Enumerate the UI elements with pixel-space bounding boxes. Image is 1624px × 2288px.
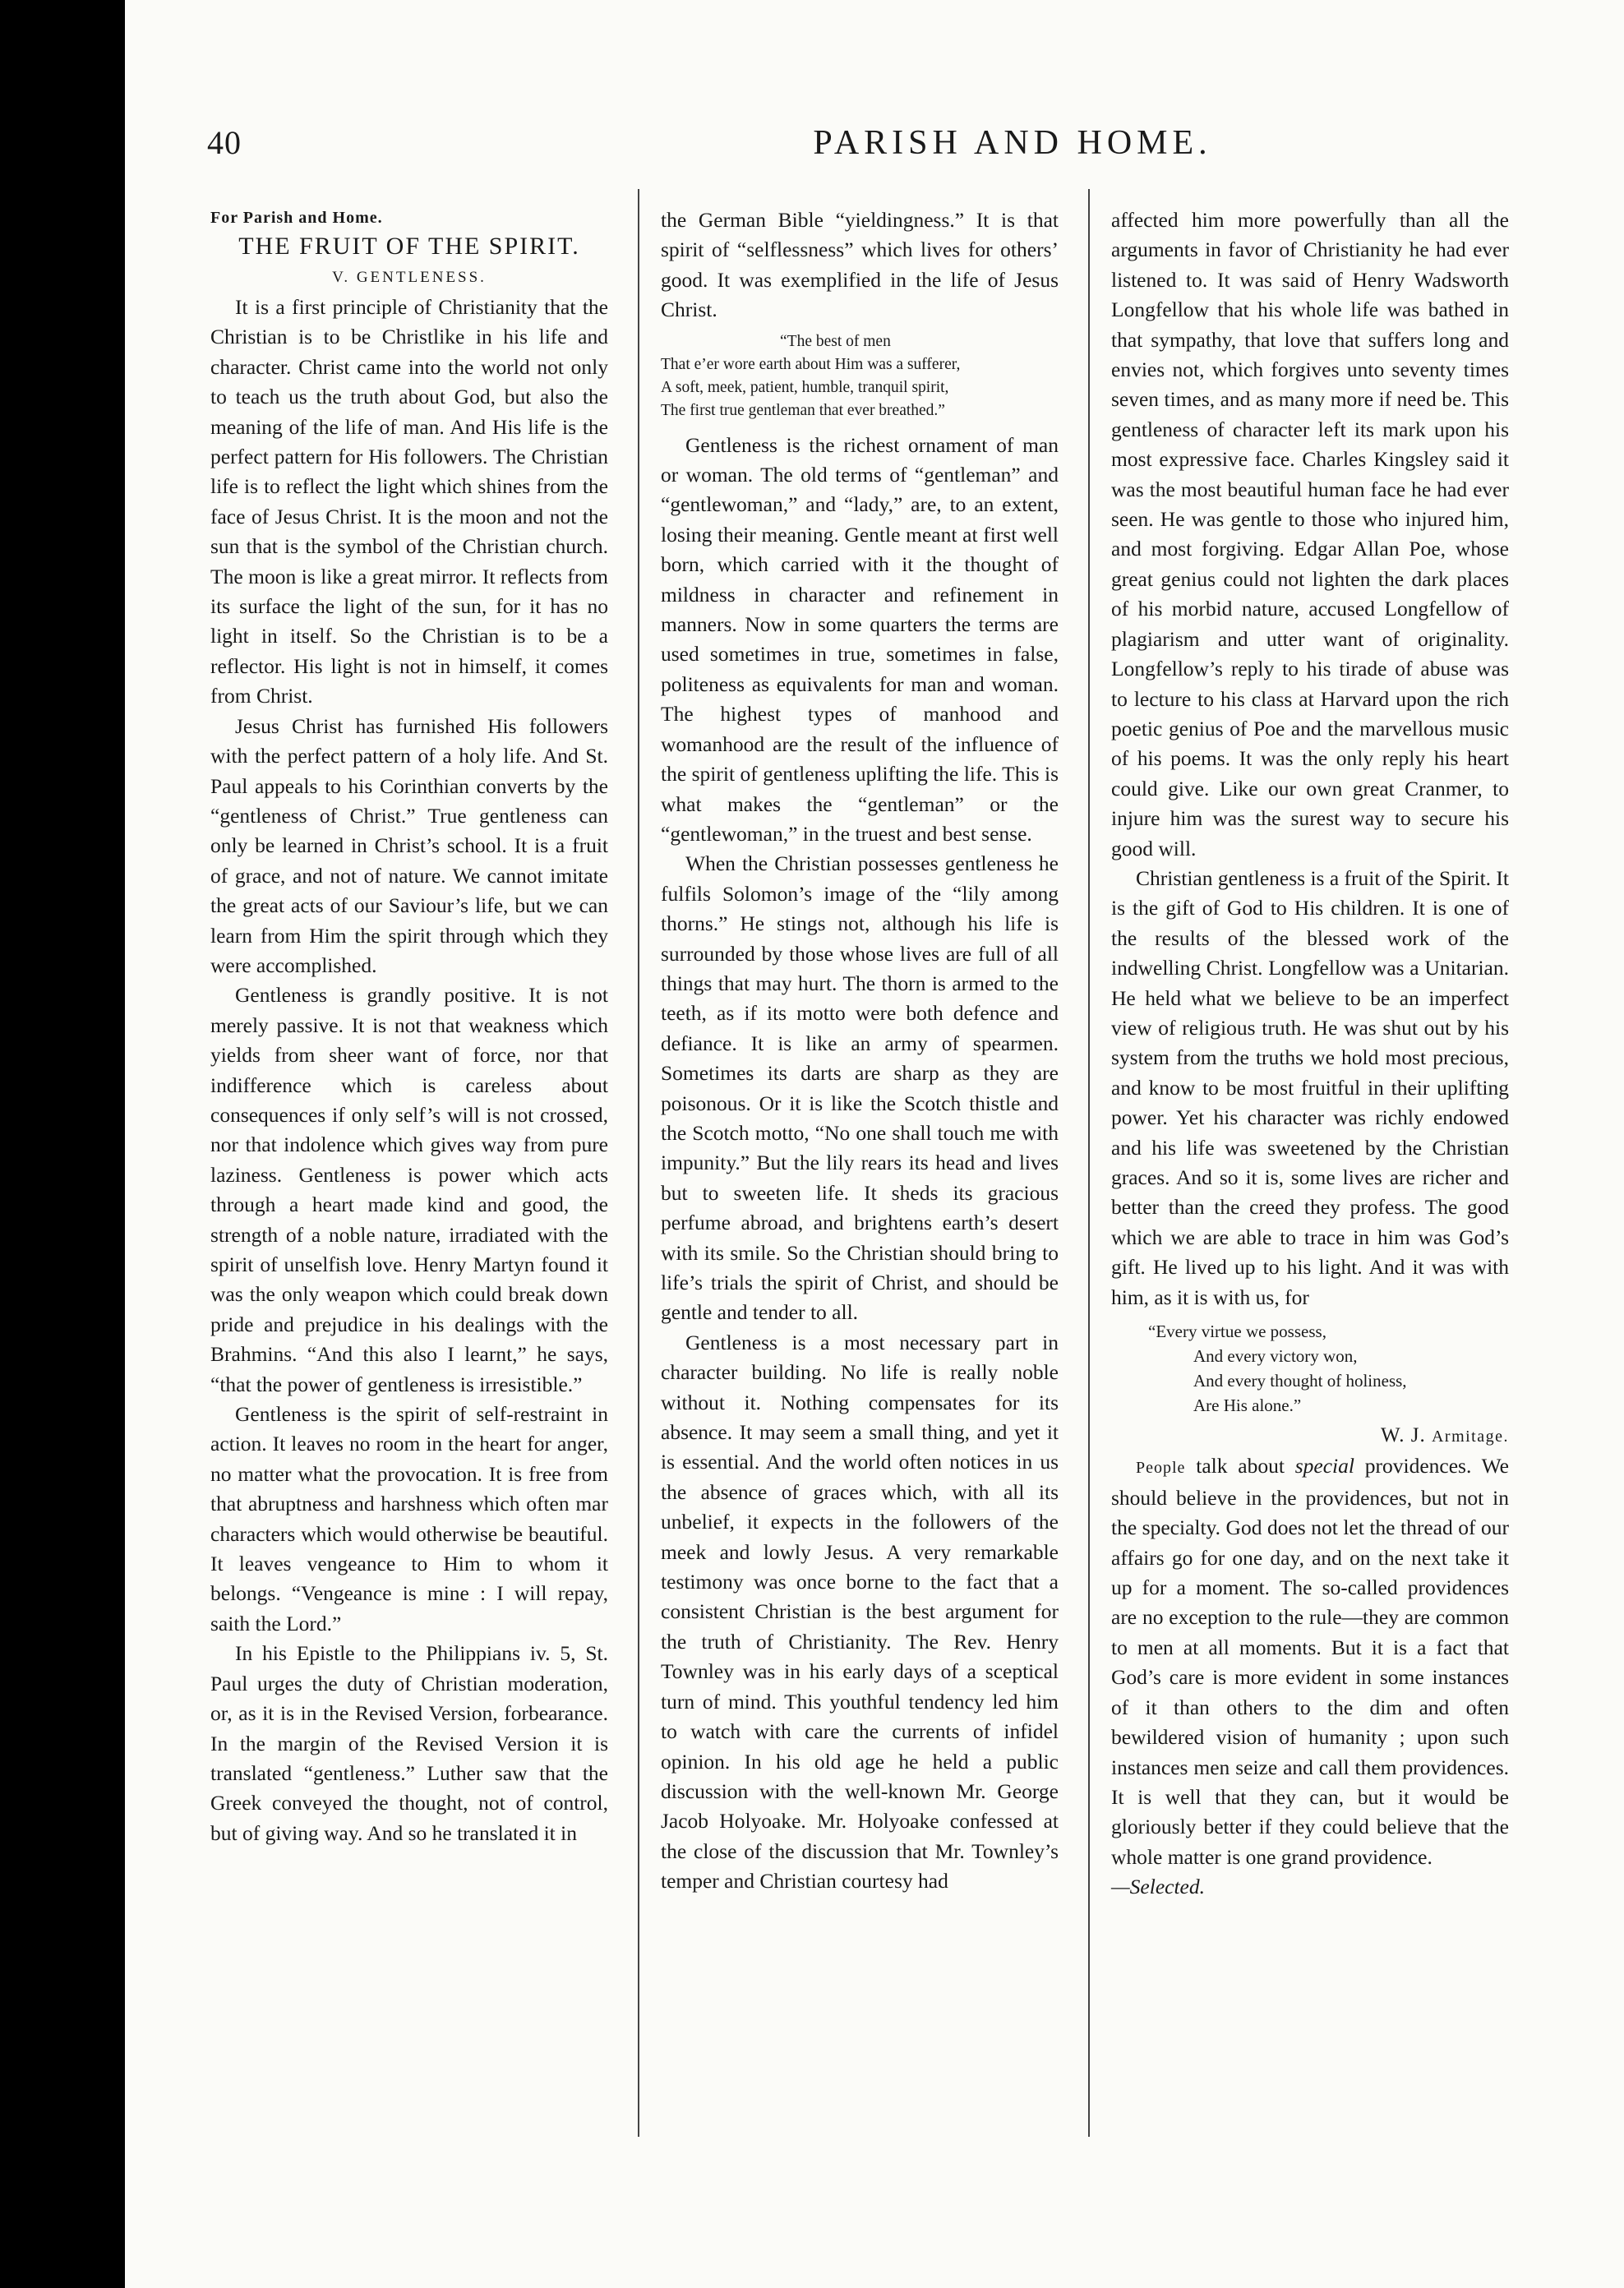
article-paragraph: It is a first principle of Christianity that the Christian is to be Christlike in his life and character. Christ came into the world not only to teach us the truth about God, but also the meaning of the life of man. And His life is the perfect pattern for His followers. The Christian life is to reflect the light which shines from the face of Jesus Christ. It is the moon and not the sun that is the symbol of the Christian church. The moon is like a great mirror. It reflects from its surface the light of the sun, for it has no light in itself. So the Christian is to be a reflector. His light is not in himself, it comes from Christ. — [210, 295, 608, 708]
article-paragraph: Gentleness is the spirit of self-restraint in action. It leaves no room in the heart for anger, no matter what the provocation. It is free from that abruptness and harshness which often mar characters which would otherwise be beautiful. It leaves vengeance to Him to whom it belongs. “Vengeance is mine : I will repay, saith the Lord.” — [210, 1402, 608, 1635]
article-paragraph: Christian gentleness is a fruit of the Spirit. It is the gift of God to His children. It is one of the results of the blessed work of the indwelling Christ. Longfellow was a Unitarian. He held what we believe to be an imperfect view of religious truth. He was shut out by his system from the truths we hold most precious, and know to be most fruitful in their uplifting power. Yet his character was richly endowed and his life was sweetened by the Christian graces. And so it is, some lives are richer and better than the creed they profess. The good which we are able to trace in him was God’s gift. He lived up to his light. And it was with him, as it is with us, for — [1111, 865, 1509, 1309]
note-attribution: —Selected. — [1111, 1875, 1205, 1899]
article-paragraph-continued: affected him more powerfully than all the arguments in favor of Christianity he had ever listened to. It was said of Henry Wadsworth Longfellow that his whole life was bathed in that sympathy, that love that suffers long and envies not, which forgives unto seventy times seven times, and as many more if need be. This gentleness of character left its mark upon his most expressive face. Charles Kingsley said it was the most beautiful human face he had ever seen. He was gentle to those who injured him, and most forgiving. Edgar Allan Poe, whose great genius could not lighten the dark places of his morbid nature, accused Longfellow of plagiarism and utter want of originality. Longfellow’s reply to his tirade of abuse was to lecture to his class at Harvard upon the rich poetic genius of Poe and the marvellous music of his poems. It was the only reply his heart could give. Like our own great Cranmer, to injure him was the surest way to secure his good will. — [1111, 208, 1509, 860]
note-emphasis: special — [1294, 1454, 1354, 1478]
running-head: PARISH AND HOME. — [813, 124, 1212, 162]
note-text: providences. We should believe in the providences, but not in the specialty. God does not let the thread of our affairs go for one day, and on the next take it up for a moment. The so-called providences are no exception to the rule—they are common to men at all moments. But it is a fact that God’s care is more evident in some instances of it than others to the dim and often bewildered vision of humanity ; upon such instances men seize and call them providences. It is well that they can, but it would be gloriously better if they could believe that the whole matter is one grand providence. — [1111, 1454, 1510, 1869]
article-paragraph-continued: the German Bible “yieldingness.” It is that spirit of “selflessness” which lives for others’ good. It was exemplified in the life of Jesus Christ. — [661, 208, 1059, 322]
newspaper-page — [125, 0, 1624, 2288]
note-text: talk about — [1185, 1454, 1295, 1478]
column-rule — [1088, 189, 1090, 2137]
article-paragraph: Gentleness is the richest ornament of man or woman. The old terms of “gentleman” and “gentlewoman,” and “lady,” are, to an extent, losing their meaning. Gentle meant at first well born, which carried with it the thought of mildness in character and refinement in manners. Now in some quarters the terms are used sometimes in true, sometimes in false, politeness as equivalents for man and woman. The highest types of manhood and womanhood are the result of the influence of the spirit of gentleness uplifting the life. This is what makes the “gentleman” or the “gentlewoman,” in the truest and best sense. — [661, 432, 1059, 846]
verse-line: The first true gentleman that ever breathed.” — [661, 401, 945, 419]
verse-line: And every victory won, — [1193, 1346, 1358, 1367]
column-1 — [210, 205, 608, 1848]
column-3 — [1111, 205, 1509, 1903]
closing-verse — [1111, 1319, 1509, 1418]
article-title: THE FRUIT OF THE SPIRIT. — [238, 233, 580, 260]
verse-line: “The best of men — [780, 332, 891, 350]
author-initials: W. J. — [1380, 1424, 1426, 1447]
verse-line: That e’er wore earth about Him was a sufferer, — [661, 355, 961, 373]
article-paragraph: Gentleness is a most necessary part in character building. No life is really noble without it. Nothing compensates for its absence. It may seem a small thing, and yet it is essential. And the world often notices in us the absence of graces which, with all its unbelief, it expects in the followers of the meek and lowly Jesus. A very remarkable testimony was once borne to the fact that a consistent Christian is the best argument for the truth of Christianity. The Rev. Henry Townley was in his early days of a sceptical turn of mind. This youthful tendency led him to watch with care the currents of infidel opinion. In his old age he held a public discussion with the well-known Mr. George Jacob Holyoake. Mr. Holyoake confessed at the close of the discussion that Mr. Townley’s temper and Christian courtesy had — [661, 1330, 1059, 1894]
verse-line: And every thought of holiness, — [1193, 1371, 1407, 1391]
page-number: 40 — [207, 124, 242, 161]
author-surname: Armitage. — [1431, 1428, 1509, 1446]
article-paragraph: Gentleness is grandly positive. It is not merely passive. It is not that weakness which yields from sheer want of force, nor that indifference which is careless about consequences if only self’s will is not crossed, nor that indolence which gives way from pure laziness. Gentleness is power which acts through a heart made kind and good, the strength of a noble nature, irradiated with the spirit of unselfish love. Henry Martyn found it was the only weapon which could break down pride and prejudice in his dealings with the Brahmins. “And this also I learnt,” he says, “that the power of gentleness is irresistible.” — [210, 983, 608, 1396]
article-paragraph: Jesus Christ has furnished His followers with the perfect pattern of a holy life. And St. Paul appeals to his Corinthian converts by the “gentleness of Christ.” True gentleness can only be learned in Christ’s school. It is a fruit of grace, and not of nature. We cannot imitate the great acts of our Saviour’s life, but we can learn from Him the spirit through which they were accomplished. — [210, 713, 608, 977]
quoted-verse — [661, 330, 1059, 422]
article-paragraph: In his Epistle to the Philippians iv. 5, St. Paul urges the duty of Christian moderation, or, as it is in the Revised Version, forbearance. In the margin of the Revised Version it is translated “gentleness.” Luther saw that the Greek conveyed the thought, not of control, but of giving way. And so he translated it in — [210, 1641, 608, 1845]
verse-line: A soft, meek, patient, humble, tranquil spirit, — [661, 378, 949, 396]
article-signature — [1111, 1421, 1509, 1451]
article-section-heading: V. GENTLENESS. — [332, 269, 487, 286]
article-paragraph: When the Christian possesses gentleness he fulfils Solomon’s image of the “lily among thorns.” He stings not, although his life is surrounded by those whose lives are full of all things that may hurt. The thorn is armed to the teeth, as if its motto were both defence and defiance. It is like an army of spearmen. Sometimes its darts are sharp as they are poisonous. Or it is like the Scotch thistle and the Scotch motto, “No one shall touch me with impunity.” But the lily rears its head and lives but to sweeten life. It sheds its gracious perfume abroad, and brightens earth’s desert with its smile. So the Christian should bring to life’s trials the spirit of Christ, and should be gentle and tender to all. — [661, 851, 1059, 1325]
verse-line: Are His alone.” — [1193, 1395, 1302, 1416]
article-source-line: For Parish and Home. — [210, 209, 383, 227]
column-rule — [638, 189, 639, 2137]
providences-note — [1111, 1451, 1509, 1872]
note-lead-word: People — [1136, 1459, 1186, 1478]
verse-line: “Every virtue we possess, — [1148, 1322, 1326, 1342]
column-2 — [661, 205, 1059, 1897]
